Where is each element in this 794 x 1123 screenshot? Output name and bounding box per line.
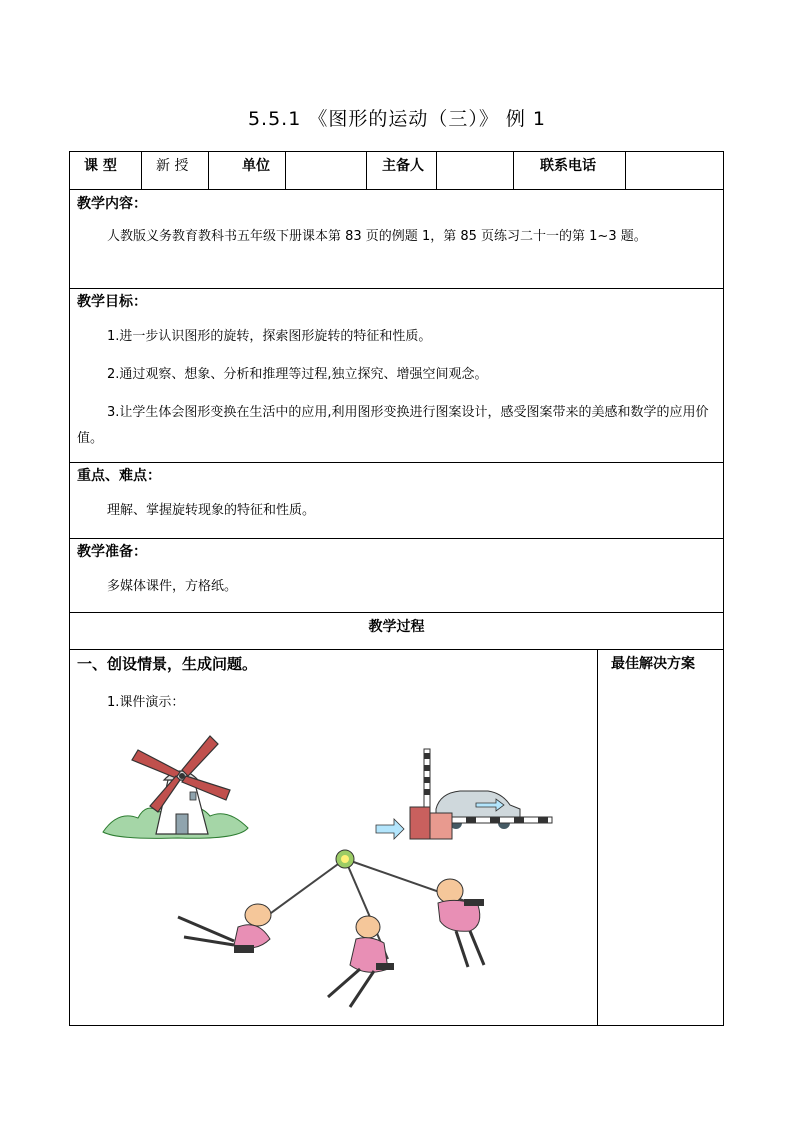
column-divider [436,152,437,189]
goal-item: 2.通过观察、想象、分析和推理等过程,独立探究、增强空间观念。 [107,367,488,382]
row-divider [70,462,723,463]
column-divider [141,152,142,189]
process-heading: 教学过程 [368,619,425,635]
column-divider [208,152,209,189]
column-divider [513,152,514,189]
course-type-value: 新 授 [156,158,189,174]
barrier-gate-illustration [370,747,570,847]
document-title: 5.5.1 《图形的运动（三）》 例 1 [247,108,547,130]
lesson-plan-table [69,151,724,1026]
row-divider [70,288,723,289]
unit-label: 单位 [242,158,270,174]
content-text: 人教版义务教育教科书五年级下册课本第 83 页的例题 1，第 85 页练习二十一的第 1~3 题。 [107,229,647,244]
section-title: 一、创设情景，生成问题。 [77,655,258,673]
goals-heading: 教学目标： [77,294,147,310]
content-heading: 教学内容： [77,196,147,212]
row-divider [70,189,723,190]
phone-label: 联系电话 [540,158,596,174]
key-points-heading: 重点、难点： [77,468,161,484]
column-divider [625,152,626,189]
row-divider [70,538,723,539]
windmill-illustration [98,732,268,842]
preparer-label: 主备人 [382,158,424,174]
column-divider [366,152,367,189]
process-item: 1.课件演示： [107,695,185,710]
preparation-heading: 教学准备： [77,544,147,560]
swing-children-illustration [138,847,538,1012]
row-divider [70,612,723,613]
preparation-text: 多媒体课件，方格纸。 [107,579,238,594]
goal-item: 3.让学生体会图形变换在生活中的应用,利用图形变换进行图案设计，感受图案带来的美感和数学的应用价值。 [77,405,709,446]
course-type-label: 课 型 [84,158,117,174]
row-divider [70,649,723,650]
column-divider [597,649,598,1025]
key-points-text: 理解、掌握旋转现象的特征和性质。 [107,503,316,518]
goal-item: 1.进一步认识图形的旋转，探索图形旋转的特征和性质。 [107,329,432,344]
side-column-title: 最佳解决方案 [611,656,695,672]
column-divider [285,152,286,189]
